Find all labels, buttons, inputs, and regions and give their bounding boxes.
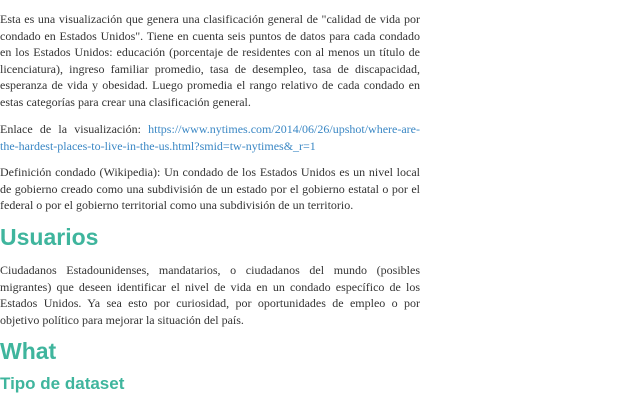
- visualization-link[interactable]: https://www.nytimes.com/2014/06/26/upshot/where-are-the-hardest-places-to-live-in-the-us.html?smid=tw-nytimes&_r=1: [0, 122, 420, 153]
- usuarios-heading: Usuarios: [0, 224, 99, 250]
- intro-paragraph: Esta es una visualización que genera una clasificación general de "calidad de vida por condado en Estados Unidos". Tiene en cuenta seis puntos de datos para cada condado en los Estados Unidos: educación (porcentaje de residentes con al menos un título de licenciatura), ingreso familiar promedio, tasa de desempleo, tasa de discapacidad, esperanza de vida y obesidad. Luego promedia el rango relativo de cada condado en estas categorías para crear una clasificación general.: [0, 12, 420, 109]
- usuarios-paragraph: Ciudadanos Estadounidenses, mandatarios, o ciudadanos del mundo (posibles migrantes) que deseen identificar el nivel de vida en un condado específico de los Estados Unidos. Ya sea esto por curiosidad, por oportunidades de empleo o por objetivo político para mejorar la situación del país.: [0, 263, 420, 327]
- link-label: Enlace de la visualización:: [0, 122, 141, 136]
- what-heading: What: [0, 338, 57, 364]
- dataset-type-heading: Tipo de dataset: [0, 374, 125, 393]
- county-definition-paragraph: Definición condado (Wikipedia): Un condado de los Estados Unidos es un nivel local de gobierno creado como una subdivisión de un estado por el gobierno estatal o por el federal o por el gobierno territorial como una subdivisión de un territorio.: [0, 165, 420, 213]
- visualization-link-paragraph: [0, 121, 420, 154]
